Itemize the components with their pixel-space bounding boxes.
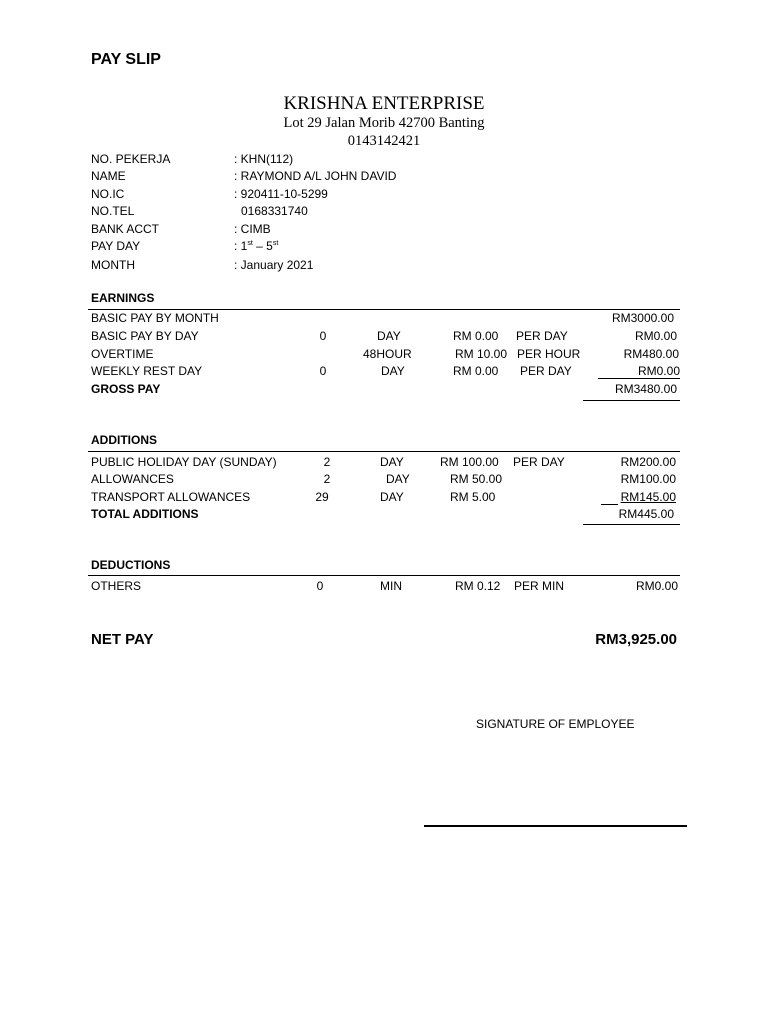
row-rate: RM 5.00 [450,490,496,504]
row-desc: BASIC PAY BY MONTH [91,311,219,325]
earnings-divider [88,309,680,310]
row-desc: BASIC PAY BY DAY [91,329,199,343]
no-tel-value: 0168331740 [241,204,308,218]
row-qty: 2 [323,455,331,469]
row-unit: DAY [377,329,401,343]
row-desc: TRANSPORT ALLOWANCES [91,490,251,504]
deductions-heading: DEDUCTIONS [91,558,171,572]
subtotal-underline [598,378,680,379]
signature-label: SIGNATURE OF EMPLOYEE [476,717,635,731]
row-qty: 0 [316,579,324,593]
row-per: PER DAY [520,364,572,378]
row-amount: RM100.00 [620,472,676,486]
additions-heading: ADDITIONS [91,433,157,447]
deductions-divider [88,575,680,576]
gross-pay-label: GROSS PAY [91,382,161,396]
name-value: : RAYMOND A/L JOHN DAVID [234,169,397,183]
row-unit: DAY [380,455,404,469]
additions-divider [88,451,680,452]
row-amount: RM480.00 [623,347,679,361]
pay-day-label: PAY DAY [91,239,141,253]
row-per: PER DAY [516,329,568,343]
total-additions-underline [583,524,680,525]
row-desc: OTHERS [91,579,142,593]
row-rate: RM 0.00 [453,364,499,378]
row-unit: DAY [381,364,405,378]
row-amount: RM0.00 [634,329,677,343]
pay-day-value: : 1st – 5st [234,239,279,253]
row-qty: 2 [323,472,331,486]
total-additions-label: TOTAL ADDITIONS [91,507,199,521]
name-label: NAME [91,169,126,183]
row-rate: RM 10.00 [455,347,508,361]
row-qty: 0 [319,364,327,378]
row-unit: 48HOUR [363,347,412,361]
row-desc: PUBLIC HOLIDAY DAY (SUNDAY) [91,455,277,469]
gross-pay-amount: RM3480.00 [614,382,677,396]
net-pay-amount: RM3,925.00 [595,631,677,648]
signature-line [424,825,687,827]
row-amount: RM200.00 [620,455,676,469]
bank-acct-label: BANK ACCT [91,222,160,236]
no-pekerja-label: NO. PEKERJA [91,152,171,166]
row-qty: 29 [315,490,329,504]
month-value: : January 2021 [234,258,314,272]
no-ic-value: : 920411-10-5299 [234,187,328,201]
total-additions-amount: RM445.00 [618,507,674,521]
no-pekerja-value: : KHN(112) [234,152,294,166]
row-rate: RM 0.12 [455,579,501,593]
row-desc: WEEKLY REST DAY [91,364,203,378]
net-pay-label: NET PAY [91,631,154,648]
row-amount: RM0.00 [637,364,680,378]
row-qty: 0 [319,329,327,343]
row-per: PER DAY [513,455,565,469]
row-desc: ALLOWANCES [91,472,174,486]
row-per: PER HOUR [517,347,581,361]
earnings-heading: EARNINGS [91,291,155,305]
company-name: KRISHNA ENTERPRISE [283,93,485,114]
gross-pay-underline [583,400,680,401]
bank-acct-value: : CIMB [234,222,271,236]
no-tel-label: NO.TEL [91,204,135,218]
company-phone: 0143142421 [347,133,421,149]
row-rate: RM 100.00 [440,455,499,469]
row-amount: RM145.00 [620,490,676,504]
row-amount: RM3000.00 [611,311,674,325]
row-per: PER MIN [514,579,565,593]
row-rate: RM 0.00 [453,329,499,343]
subtotal-underline [601,504,618,505]
month-label: MONTH [91,258,135,272]
no-ic-label: NO.IC [91,187,125,201]
row-unit: DAY [380,490,404,504]
row-unit: DAY [386,472,410,486]
row-rate: RM 50.00 [450,472,503,486]
company-address: Lot 29 Jalan Morib 42700 Banting [283,115,485,131]
row-desc: OVERTIME [91,347,154,361]
row-unit: MIN [380,579,402,593]
page-title: PAY SLIP [91,51,161,68]
row-amount: RM0.00 [635,579,678,593]
